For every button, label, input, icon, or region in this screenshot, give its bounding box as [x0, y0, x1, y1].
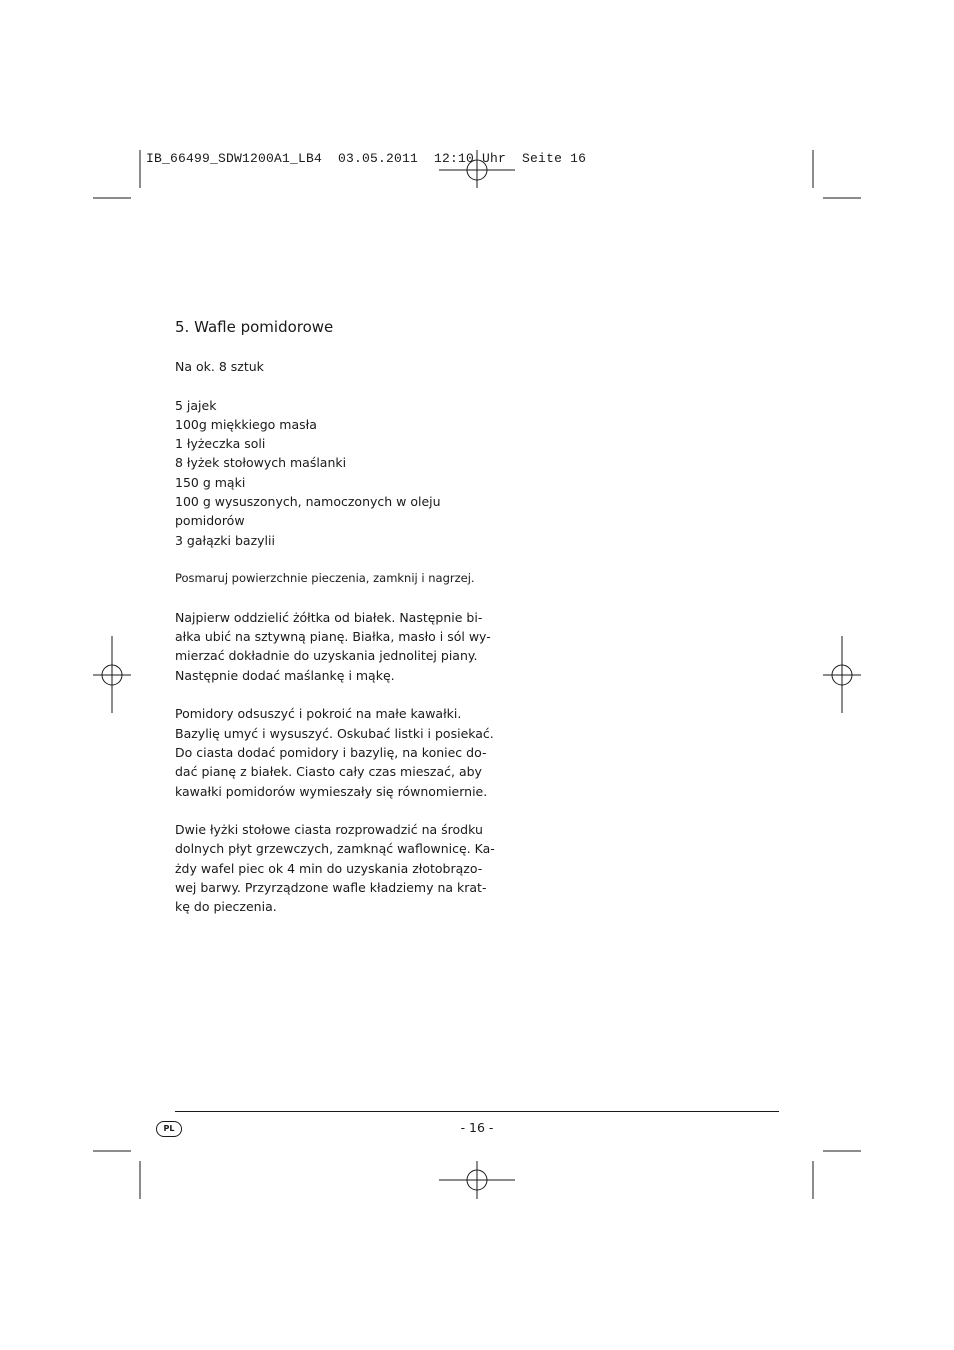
prep-note: Posmaruj powierzchnie pieczenia, zamknij i nagrzej.: [175, 571, 475, 586]
ingredient-item: 3 gałązki bazylii: [175, 532, 275, 548]
text-line: Pomidory odsuszyć i pokroić na małe kawałki.: [175, 706, 462, 722]
text-line: wej barwy. Przyrządzone wafle kładziemy na krat-: [175, 880, 487, 896]
text-line: Do ciasta dodać pomidory i bazylię, na koniec do-: [175, 744, 487, 760]
registration-mark-left: [93, 636, 131, 713]
ingredient-list: [175, 396, 465, 550]
recipe-yield: Na ok. 8 sztuk: [175, 359, 264, 374]
ingredient-item: 8 łyżek stołowych maślanki: [175, 455, 347, 471]
registration-mark-right: [823, 636, 861, 713]
text-line: Najpierw oddzielić żółtka od białek. Następnie bi-: [175, 609, 483, 625]
section-title: 5. Wafle pomidorowe: [175, 318, 334, 336]
instruction-step-2: [175, 704, 494, 800]
language-badge: PL: [156, 1121, 182, 1137]
text-line: Następnie dodać maślankę i mąkę.: [175, 667, 395, 683]
text-line: Dwie łyżki stołowe ciasta rozprowadzić na środku: [175, 822, 483, 838]
text-line: ałka ubić na sztywną pianę. Białka, masło i sól wy-: [175, 629, 491, 645]
text-line: Bazylię umyć i wysuszyć. Oskubać listki i posiekać.: [175, 725, 494, 741]
text-line: kę do pieczenia.: [175, 899, 277, 915]
ingredient-item: 100g miękkiego masła: [175, 416, 317, 432]
recipe-section: [175, 316, 495, 936]
ingredient-item: 150 g mąki: [175, 474, 246, 490]
text-line: dać pianę z białek. Ciasto cały czas mieszać, aby: [175, 764, 482, 780]
text-line: żdy wafel piec ok 4 min do uzyskania złotobrązo-: [175, 860, 483, 876]
ingredient-item: 100 g wysuszonych, namoczonych w oleju: [175, 494, 441, 510]
text-line: mierzać dokładnie do uzyskania jednolitej piany.: [175, 648, 478, 664]
footer-divider: [175, 1111, 779, 1112]
text-line: kawałki pomidorów wymieszały się równomiernie.: [175, 783, 488, 799]
registration-mark-bottom: [439, 1161, 515, 1199]
print-slug: IB_66499_SDW1200A1_LB4 03.05.2011 12:10 Uhr Seite 16: [146, 151, 587, 166]
text-line: dolnych płyt grzewczych, zamknąć waflownicę. Ka-: [175, 841, 495, 857]
ingredient-item: 1 łyżeczka soli: [175, 436, 266, 452]
instruction-step-1: [175, 608, 491, 685]
page-number: - 16 -: [460, 1120, 494, 1135]
ingredient-item: 5 jajek: [175, 397, 217, 413]
ingredient-item: pomidorów: [175, 513, 245, 529]
instruction-step-3: [175, 820, 495, 916]
